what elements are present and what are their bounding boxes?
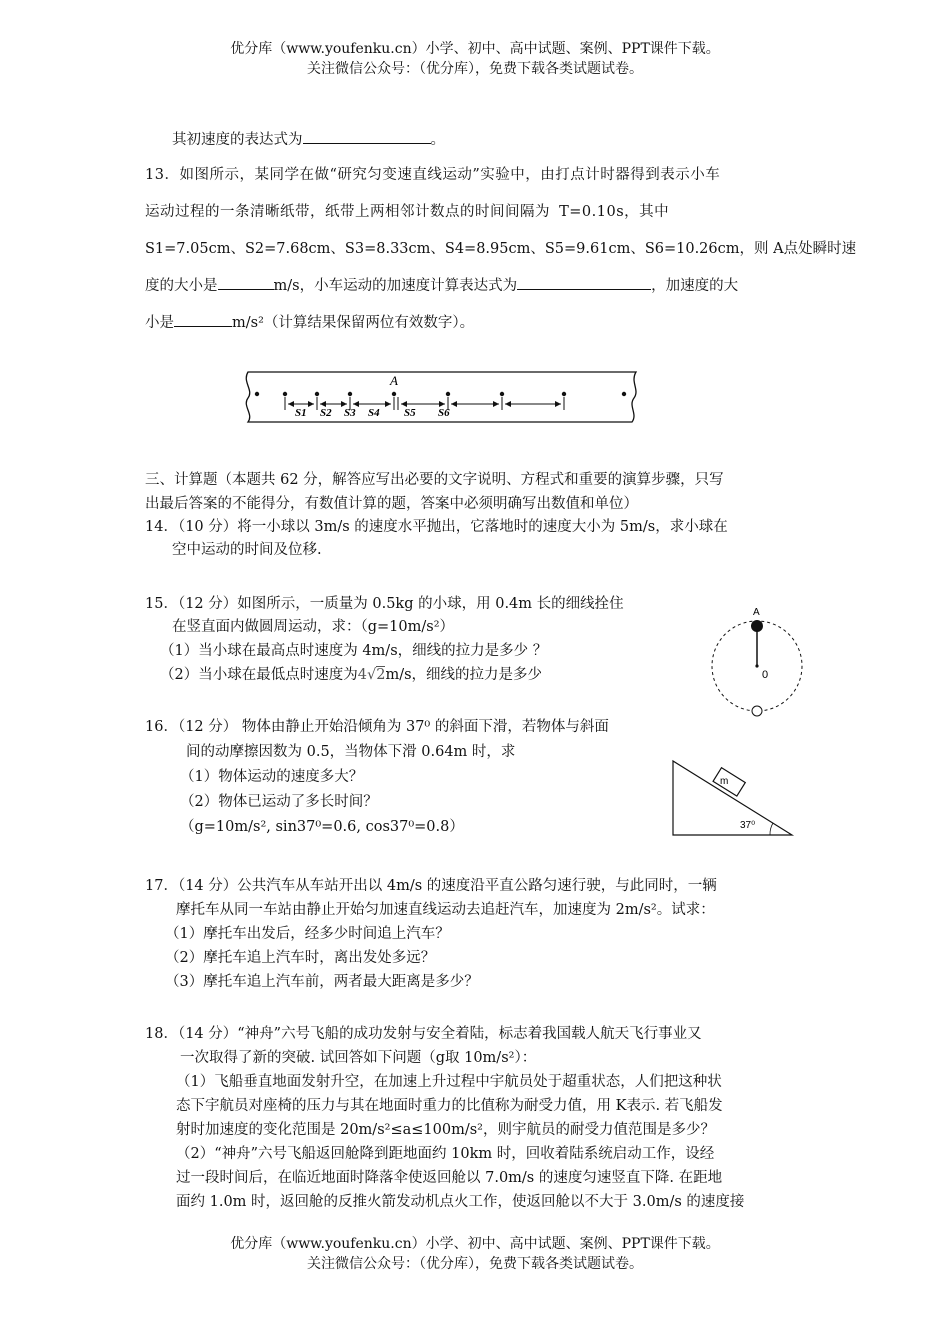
sqrt-symbol: √ — [366, 667, 377, 683]
tape-point-label: A — [390, 373, 398, 388]
q18-line-7: 过一段时间后，在临近地面时降落伞使返回舱以 7.0m/s 的速度匀速竖直下降. 在距地 — [176, 1170, 723, 1186]
angle-label: 37⁰ — [740, 820, 756, 831]
answer-blank[interactable] — [218, 275, 274, 290]
tape-label-s4: S4 — [368, 407, 380, 419]
center-point — [755, 664, 758, 667]
angle-arc — [770, 823, 773, 835]
q18-line-4: 态下宇航员对座椅的压力与其在地面时重力的比值称为耐受力值，用 K表示. 若飞船发 — [176, 1098, 723, 1114]
answer-blank[interactable] — [303, 129, 431, 144]
q13-line-5a: 小是 — [145, 315, 174, 331]
section3-line-2: 出最后答案的不能得分，有数值计算的题，答案中必须明确写出数值和单位） — [145, 496, 638, 512]
top-point-label: A — [753, 607, 760, 618]
q12-tail-prefix: 其初速度的表达式为 — [172, 132, 303, 148]
q18-line-2: 一次取得了新的突破. 试回答如下问题（g取 10m/s²）： — [180, 1050, 537, 1066]
tape-label-s5: S5 — [404, 407, 416, 419]
footer-line-1: 优分库（www.youfenku.cn）小学、初中、高中试题、案例、PPT课件下载。 — [230, 1236, 720, 1252]
q17-line-3: （1）摩托车出发后，经多少时间追上汽车？ — [165, 926, 450, 942]
q14-line-2: 空中运动的时间及位移. — [172, 542, 322, 558]
answer-blank[interactable] — [174, 312, 232, 327]
q13-line-2: 运动过程的一条清晰纸带，纸带上两相邻计数点的时间间隔为 T=0.10s，其中 — [145, 204, 670, 220]
section3-line-1: 三、计算题（本题共 62 分，解答应写出必要的文字说明、方程式和重要的演算步骤，只写 — [145, 472, 724, 488]
q14-line-1: 14．（10 分）将一小球以 3m/s 的速度水平抛出，它落地时的速度大小为 5m/s，求小球在 — [145, 519, 728, 535]
q15-line-4b: m/s，细线的拉力是多少 — [385, 667, 543, 683]
center-label: 0 — [762, 669, 769, 681]
q18-line-6: （2）“神舟”六号飞船返回舱降到距地面约 10km 时，回收着陆系统启动工作，设经 — [176, 1146, 715, 1162]
q15-line-4 — [160, 663, 542, 684]
q13-line-4b: m/s，小车运动的加速度计算表达式为 — [273, 278, 518, 294]
q18-line-3: （1）飞船垂直地面发射升空，在加速上升过程中宇航员处于超重状态，人们把这种状 — [176, 1074, 722, 1090]
q16-line-5: （g=10m/s², sin37⁰=0.6, cos37⁰=0.8） — [180, 819, 464, 835]
tape-dots — [255, 392, 626, 396]
header-line-2: 关注微信公众号：（优分库），免费下载各类试题试卷。 — [307, 61, 643, 77]
q15-line-1: 15．（12 分）如图所示，一质量为 0.5kg 的小球，用 0.4m 长的细线拴住 — [145, 596, 624, 612]
tape-label-s2: S2 — [320, 407, 332, 419]
q16-line-3: （1）物体运动的速度多大？ — [180, 769, 364, 785]
q13-line-1: 13．如图所示，某同学在做“研究匀变速直线运动”实验中，由打点计时器得到表示小车 — [145, 167, 721, 183]
tape-label-s3: S3 — [344, 407, 356, 419]
sqrt-radicand: 2 — [376, 667, 386, 683]
sqrt-coefficient: 4 — [357, 667, 367, 683]
q13-line-4c: ，加速度的大 — [651, 278, 739, 294]
block-label: m — [720, 776, 729, 787]
tape-segment-labels — [295, 407, 450, 419]
q17-line-5: （3）摩托车追上汽车前，两者最大距离是多少？ — [165, 974, 479, 990]
header-line-1: 优分库（www.youfenku.cn）小学、初中、高中试题、案例、PPT课件下载。 — [230, 41, 720, 57]
q13-line-5b: m/s²（计算结果保留两位有效数字）。 — [232, 315, 475, 331]
q16-line-1: 16．（12 分） 物体由静止开始沿倾角为 37⁰ 的斜面下滑，若物体与斜面 — [145, 719, 609, 735]
q12-tail — [172, 128, 445, 149]
tape-label-s6: S6 — [438, 407, 450, 419]
q13-line-5 — [145, 311, 474, 332]
q17-line-1: 17．（14 分）公共汽车从车站开出以 4m/s 的速度沿平直公路匀速行驶，与此同时，一辆 — [145, 878, 717, 894]
q13-line-4a: 度的大小是 — [145, 278, 218, 294]
q16-line-2: 间的动摩擦因数为 0.5，当物体下滑 0.64m 时，求 — [186, 744, 516, 760]
circular-motion-figure — [700, 600, 812, 730]
answer-blank[interactable] — [517, 275, 651, 290]
block-m — [713, 768, 745, 796]
q18-line-5: 射时加速度的变化范围是 20m/s²≤a≤100m/s²，则宇航员的耐受力值范围是多少？ — [176, 1122, 715, 1138]
incline-triangle — [673, 761, 792, 835]
q16-line-4: （2）物体已运动了多长时间？ — [180, 794, 378, 810]
q18-line-1: 18．（14 分）“神舟”六号飞船的成功发射与安全着陆，标志着我国载人航天飞行事业又 — [145, 1026, 702, 1042]
q13-line-4 — [145, 274, 738, 295]
ball-bottom — [752, 706, 762, 716]
q13-line-3: S1=7.05cm、S2=7.68cm、S3=8.33cm、S4=8.95cm、S5=9.61cm、S6=10.26cm，则 A点处瞬时速 — [145, 241, 857, 257]
q15-line-2: 在竖直面内做圆周运动，求：（g=10m/s²） — [172, 619, 455, 635]
tape-label-s1: S1 — [295, 407, 307, 419]
q18-line-8: 面约 1.0m 时，返回舱的反推火箭发动机点火工作，使返回舱以不大于 3.0m/s 的速度接 — [176, 1194, 745, 1210]
q15-line-4a: （2）当小球在最低点时速度为 — [160, 667, 358, 683]
incline-figure — [668, 755, 796, 839]
q17-line-2: 摩托车从同一车站由静止开始匀加速直线运动去追赶汽车，加速度为 2m/s²。试求： — [176, 902, 715, 918]
q17-line-4: （2）摩托车追上汽车时，离出发处多远？ — [165, 950, 436, 966]
paper-tape-figure — [238, 366, 648, 428]
footer-line-2: 关注微信公众号：（优分库），免费下载各类试题试卷。 — [307, 1256, 643, 1272]
q12-tail-suffix: 。 — [430, 132, 445, 148]
ball-top — [751, 620, 763, 632]
q15-line-3: （1）当小球在最高点时速度为 4m/s，细线的拉力是多少 ？ — [160, 643, 548, 659]
